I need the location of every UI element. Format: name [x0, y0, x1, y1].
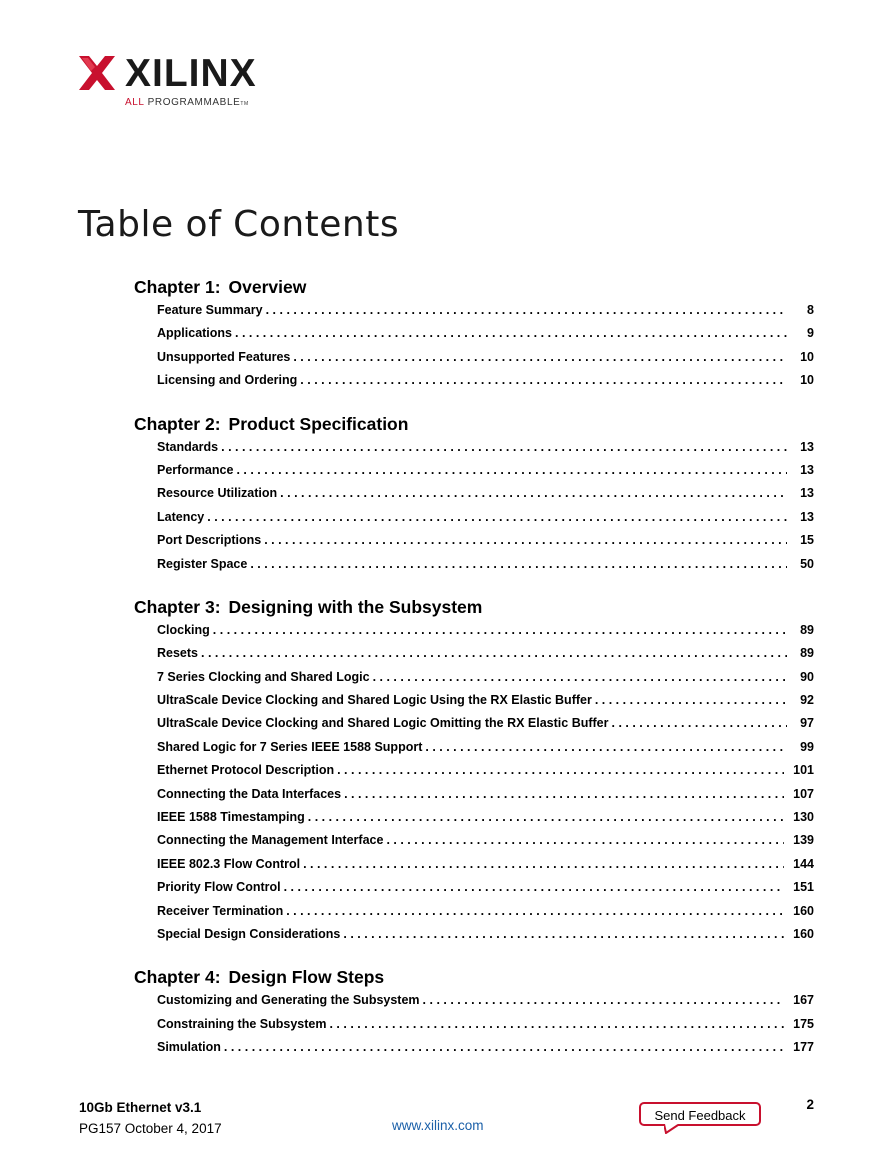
toc-entry-page: 13 [800, 439, 814, 454]
dot-leader [386, 833, 784, 847]
dot-leader [303, 857, 784, 871]
dot-leader [236, 463, 787, 477]
toc-entry-page: 13 [800, 462, 814, 477]
toc-entry-page: 97 [800, 716, 814, 731]
toc-entry-page: 99 [800, 739, 814, 754]
dot-leader [286, 904, 784, 918]
toc-entry-label: Connecting the Data Interfaces [157, 786, 342, 801]
toc-entry-label: Resource Utilization [157, 486, 278, 501]
chapter-title: Overview [228, 277, 307, 297]
send-feedback-button[interactable]: Send Feedback [639, 1102, 761, 1126]
chapter-heading[interactable] [134, 963, 814, 993]
chapter-number: Chapter 4: [134, 967, 221, 988]
dot-leader [373, 670, 787, 684]
toc-entry[interactable] [157, 623, 814, 646]
dot-leader [595, 693, 787, 707]
toc-entry-page: 10 [800, 373, 814, 388]
toc-entry-label: Latency [157, 509, 205, 524]
dot-leader [221, 440, 787, 454]
toc-entry[interactable] [157, 440, 814, 463]
dot-leader [264, 533, 787, 547]
dot-leader [201, 646, 787, 660]
dot-leader [300, 373, 787, 387]
logo-trademark: TM [240, 101, 249, 107]
toc-entry-label: Licensing and Ordering [157, 373, 298, 388]
toc-entry[interactable] [157, 326, 814, 349]
chapter-heading[interactable] [134, 593, 814, 623]
toc-entry[interactable] [157, 303, 814, 326]
toc-entry-label: 7 Series Clocking and Shared Logic [157, 669, 370, 684]
xilinx-logo [79, 53, 279, 113]
dot-leader [235, 326, 787, 340]
toc-entry-label: Special Design Considerations [157, 926, 341, 941]
toc-entry[interactable] [157, 1040, 814, 1063]
toc-entry-label: IEEE 802.3 Flow Control [157, 856, 301, 871]
toc-entry-page: 177 [793, 1040, 814, 1055]
toc-entry-label: Performance [157, 462, 234, 477]
toc-entry-label: Constraining the Subsystem [157, 1016, 327, 1031]
dot-leader [207, 510, 787, 524]
toc-entry[interactable] [157, 810, 814, 833]
toc-entry[interactable] [157, 740, 814, 763]
chapter-number: Chapter 1: [134, 277, 221, 297]
toc-entry-label: UltraScale Device Clocking and Shared Logic Using the RX Elastic Buffer [157, 693, 592, 708]
footer-doc-id: PG157 October 4, 2017 [79, 1121, 222, 1136]
toc-entry-label: Feature Summary [157, 303, 263, 317]
chapter-entry-list [134, 440, 814, 580]
toc-entry[interactable] [157, 857, 814, 880]
dot-leader [425, 740, 787, 754]
chapter-number: Chapter 2: [134, 413, 221, 434]
toc-entry-page: 89 [800, 622, 814, 637]
toc-entry-page: 151 [793, 880, 814, 895]
chapter-entry-list [134, 623, 814, 950]
toc-entry-page: 144 [793, 856, 814, 871]
toc-entry[interactable] [157, 646, 814, 669]
dot-leader [280, 486, 787, 500]
toc-entry-page: 15 [800, 533, 814, 548]
chapter-title: Design Flow Steps [228, 967, 385, 988]
chapter-heading[interactable] [134, 273, 814, 303]
toc-entry-page: 139 [793, 833, 814, 848]
dot-leader [284, 880, 785, 894]
toc-entry[interactable] [157, 927, 814, 950]
toc-entry-page: 130 [793, 810, 814, 825]
toc-entry-page: 160 [793, 903, 814, 918]
footer-website-link[interactable]: www.xilinx.com [392, 1118, 484, 1133]
toc-entry[interactable] [157, 670, 814, 693]
logo-tagline-rest: PROGRAMMABLE [144, 97, 241, 108]
dot-leader [423, 993, 785, 1007]
toc-entry-label: Unsupported Features [157, 349, 291, 364]
toc-chapter [134, 410, 814, 580]
logo-tagline-prefix: ALL [125, 97, 145, 108]
toc-entry-label: Applications [157, 326, 233, 341]
toc-entry-label: Resets [157, 646, 198, 661]
dot-leader [250, 557, 787, 571]
toc-entry[interactable] [157, 787, 814, 810]
dot-leader [343, 927, 784, 941]
table-of-contents [134, 273, 814, 1077]
toc-entry-page: 160 [793, 926, 814, 941]
toc-entry[interactable] [157, 463, 814, 486]
toc-entry-label: IEEE 1588 Timestamping [157, 810, 305, 825]
toc-entry-label: Connecting the Management Interface [157, 833, 384, 848]
chapter-heading[interactable] [134, 410, 814, 440]
dot-leader [293, 350, 787, 364]
toc-entry[interactable] [157, 904, 814, 927]
toc-entry[interactable] [157, 693, 814, 716]
footer-doc-title: 10Gb Ethernet v3.1 [79, 1100, 202, 1115]
dot-leader [213, 623, 787, 637]
toc-entry-label: Shared Logic for 7 Series IEEE 1588 Support [157, 739, 423, 754]
dot-leader [344, 787, 784, 801]
toc-chapter [134, 593, 814, 950]
feedback-bubble-tail-icon [664, 1124, 680, 1134]
dot-leader [308, 810, 784, 824]
logo-wordmark: XILINX [125, 52, 257, 95]
toc-entry-label: Port Descriptions [157, 533, 262, 548]
toc-entry[interactable] [157, 763, 814, 786]
toc-entry[interactable] [157, 1017, 814, 1040]
chapter-entry-list [134, 993, 814, 1063]
toc-entry-page: 50 [800, 556, 814, 571]
toc-entry[interactable] [157, 880, 814, 903]
toc-entry-page: 107 [793, 786, 814, 801]
dot-leader [224, 1040, 784, 1054]
toc-entry-label: Priority Flow Control [157, 880, 281, 895]
toc-entry-page: 101 [793, 763, 814, 778]
toc-entry-page: 92 [800, 693, 814, 708]
toc-chapter [134, 963, 814, 1063]
toc-entry-page: 175 [793, 1016, 814, 1031]
page-number: 2 [806, 1097, 814, 1112]
toc-entry[interactable] [157, 486, 814, 509]
dot-leader [612, 716, 788, 730]
chapter-entry-list [134, 303, 814, 397]
xilinx-x-mark-icon [79, 56, 115, 90]
chapter-title: Designing with the Subsystem [228, 596, 483, 617]
toc-entry-label: Register Space [157, 556, 248, 571]
toc-entry[interactable] [157, 373, 814, 396]
toc-entry-label: Standards [157, 439, 219, 454]
toc-entry-label: Customizing and Generating the Subsystem [157, 993, 420, 1008]
toc-entry-page: 8 [807, 303, 814, 317]
toc-entry-label: Clocking [157, 622, 210, 637]
toc-entry-page: 10 [800, 349, 814, 364]
page-title: Table of Contents [78, 204, 400, 245]
toc-entry-page: 167 [793, 993, 814, 1008]
toc-entry-page: 13 [800, 509, 814, 524]
toc-entry[interactable] [157, 350, 814, 373]
toc-entry[interactable] [157, 510, 814, 533]
toc-entry-page: 9 [807, 326, 814, 341]
toc-entry-page: 13 [800, 486, 814, 501]
dot-leader [329, 1017, 784, 1031]
chapter-title: Product Specification [228, 413, 409, 434]
toc-entry[interactable] [157, 993, 814, 1016]
dot-leader [337, 763, 784, 777]
toc-entry-label: Ethernet Protocol Description [157, 763, 335, 778]
toc-entry[interactable] [157, 716, 814, 739]
toc-entry-page: 90 [800, 669, 814, 684]
logo-tagline [125, 97, 249, 108]
toc-entry[interactable] [157, 833, 814, 856]
footer-doc-info [79, 1097, 222, 1139]
toc-chapter [134, 273, 814, 397]
chapter-number: Chapter 3: [134, 596, 221, 617]
toc-entry[interactable] [157, 533, 814, 556]
dot-leader [266, 303, 787, 317]
toc-entry-page: 89 [800, 646, 814, 661]
toc-entry[interactable] [157, 557, 814, 580]
toc-entry-label: UltraScale Device Clocking and Shared Logic Omitting the RX Elastic Buffer [157, 716, 609, 731]
toc-entry-label: Receiver Termination [157, 903, 284, 918]
toc-entry-label: Simulation [157, 1040, 221, 1055]
